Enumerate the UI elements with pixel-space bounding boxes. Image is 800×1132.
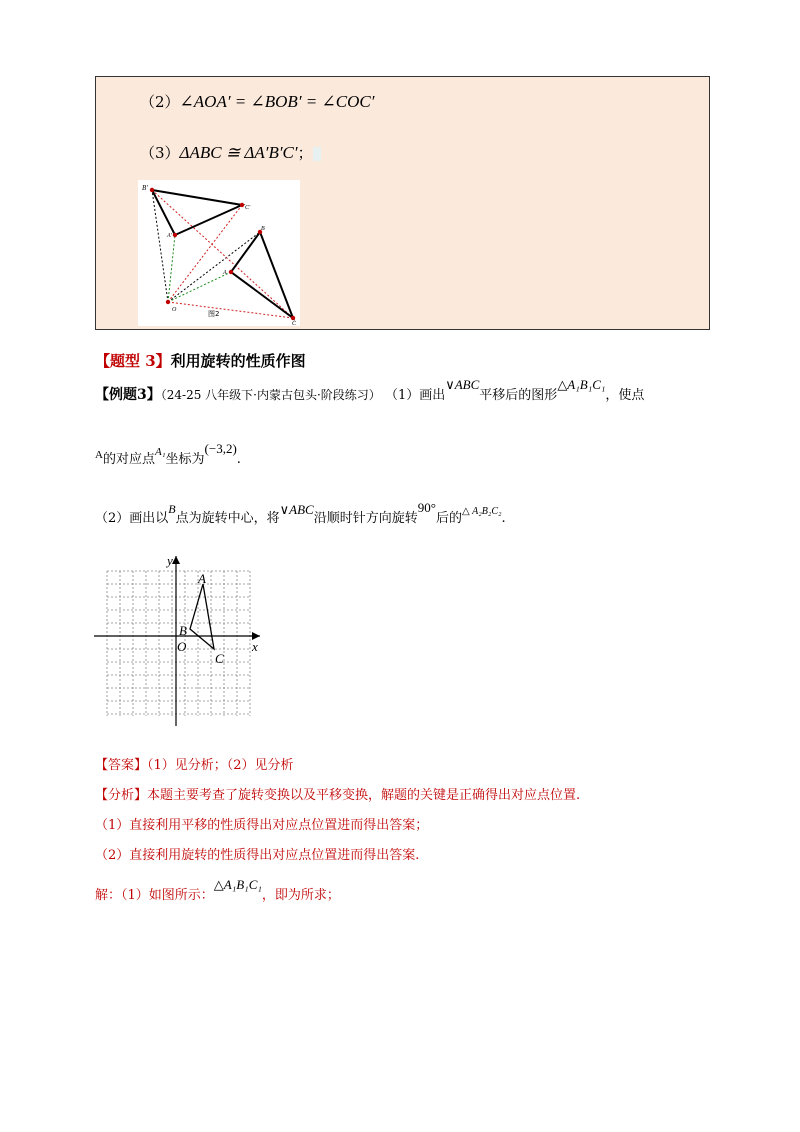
point-o [166,300,170,304]
point-c [291,316,295,320]
label-b1: B′ [142,184,148,192]
point-c1 [240,203,244,207]
analysis-step-1: （1）直接利用平移的性质得出对应点位置进而得出答案； [95,818,429,833]
answer-label: 【答案】 [95,758,148,773]
analysis-line [95,784,580,803]
example-label: 【例题3】 [95,387,161,403]
analysis-label: 【分析】 [95,788,148,803]
part2-text-a: （2）画出以 [95,511,169,526]
y-axis-label: y [167,553,173,568]
section-title-text: 利用旋转的性质作图 [170,352,306,370]
grid-label-a: A [198,571,206,586]
point-b1 [150,188,154,192]
rotation-angle: 90° [417,500,436,515]
label-c1: C′ [245,205,251,211]
y-axis-arrow-icon [172,556,180,564]
point-a-symbol: A [95,449,103,461]
triangle-a1b1c1-symbol: △A₁B₁C₁ [557,377,606,392]
label-o: O [172,307,177,313]
analysis-text: 本题主要考查了旋转变换以及平移变换，解题的关键是正确得出对应点位置. [147,788,581,803]
label-c: C [292,321,297,326]
part1-text-b: 平移后的图形 [479,388,558,403]
part2-text-c: 沿顺时针方向旋转 [313,511,418,526]
item-3-end: ； [297,144,313,162]
item-3-number: （3） [140,144,180,162]
item-3 [140,142,321,163]
grid-label-origin: O [177,639,187,654]
part2-text-e: . [501,511,506,526]
point-a1-symbol: A₁ [154,446,166,458]
example-line-1 [95,377,725,404]
example-line-3 [95,500,506,526]
part1-text-d: 的对应点 [102,452,155,467]
figure-2 [138,180,300,326]
example-source: （24-25 八年级下·内蒙古包头·阶段练习） [160,388,381,402]
point-a1 [173,233,177,237]
triangle-a2b2c2-symbol: △ A₂B₂C₂ [461,506,502,517]
analysis-step-2: （2）直接利用旋转的性质得出对应点位置进而得出答案. [95,848,420,863]
item-2 [140,91,374,112]
solution-text-a: 解：（1）如图所示： [95,888,214,903]
part2-text-d: 后的 [435,511,462,526]
grid-label-c: C [215,651,224,666]
grid-label-b: B [179,623,187,638]
solution-text-b: ，即为所求； [261,888,340,903]
point-b-symbol: B [168,502,176,516]
answer-text: （1）见分析；（2）见分析 [147,758,294,773]
example-line-2 [95,441,241,467]
congruence-statement: ΔABC ≅ ΔA′B′C′ [179,143,298,162]
part1-text-f: . [236,452,241,467]
answer-line [95,754,294,773]
part1-text-e: 坐标为 [165,452,205,467]
triangle-abc-symbol: ∨ABC [445,377,480,392]
section-title [95,350,306,371]
coordinate-grid [94,550,266,726]
coordinate-value: (−3,2) [204,441,237,456]
point-a [229,270,233,274]
highlight-mark [313,147,321,161]
solution-line [95,877,340,903]
part1-text-c: ，使点 [605,388,645,403]
figure-caption: 图2 [208,310,220,318]
grid-triangle-abc [190,584,214,649]
label-a1: A′ [167,233,172,239]
x-axis-label: x [252,639,258,654]
solution-triangle-symbol: △A₁B₁C₁ [213,877,262,892]
section-label: 【题型 3】 [95,352,171,370]
item-2-number: （2） [140,93,180,111]
label-a: A [223,270,227,276]
part2-text-b: 点为旋转中心，将 [175,511,280,526]
triangle-abc-symbol-2: ∨ABC [279,502,314,517]
angle-equation: ∠AOA′ = ∠BOB′ = ∠COC′ [179,92,375,111]
label-b: B [261,226,265,232]
part1-text-a: （1）画出 [384,388,446,403]
